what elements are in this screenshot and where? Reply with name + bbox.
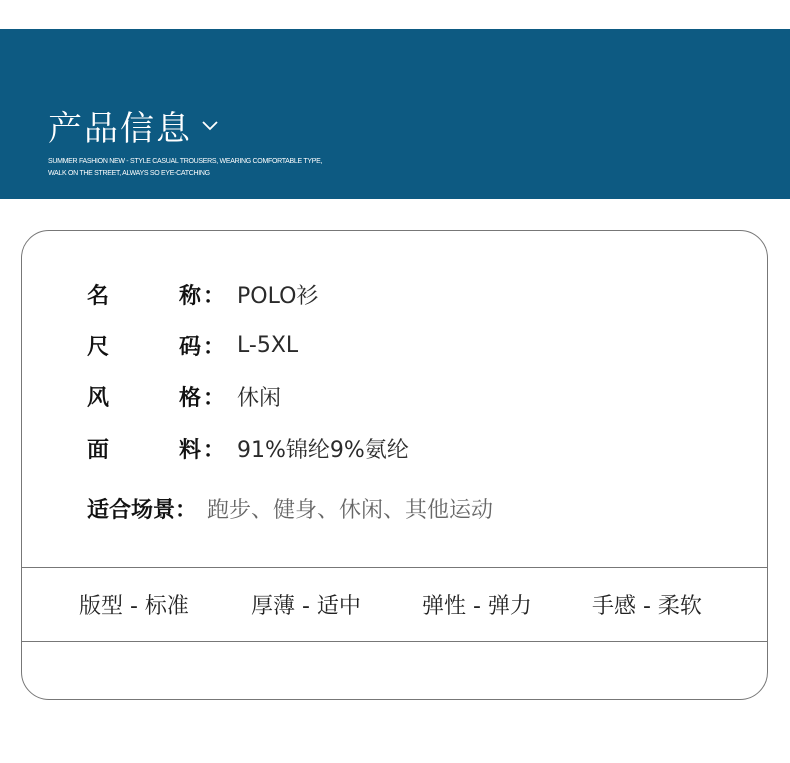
page-title: 产品信息 <box>48 109 192 149</box>
spec-value: 91%锦纶9%氨纶 <box>237 437 409 463</box>
spec-label <box>87 330 201 361</box>
spec-label-char: 码 <box>178 334 201 360</box>
attribute-thickness: 厚薄 - 适中 <box>251 594 361 619</box>
spec-label-char: 称 <box>178 283 201 309</box>
spec-colon: ： <box>203 283 226 309</box>
spec-colon: ： <box>203 334 226 360</box>
spec-value: L-5XL <box>237 332 299 358</box>
header-banner <box>0 29 790 199</box>
chevron-down-icon[interactable] <box>201 118 219 132</box>
attribute-feel: 手感 - 柔软 <box>592 594 702 619</box>
spec-value: POLO衫 <box>237 283 319 309</box>
spec-label-char: 尺 <box>87 334 110 360</box>
divider <box>22 567 767 568</box>
product-info-card <box>21 230 768 700</box>
subtitle-line-2: WALK ON THE STREET, ALWAYS SO EYE-CATCHING <box>48 170 210 177</box>
scene-value: 跑步、健身、休闲、其他运动 <box>207 497 494 523</box>
subtitle-line-1: SUMMER FASHION NEW - STYLE CASUAL TROUSERS, WEARING COMFORTABLE TYPE, <box>48 158 323 165</box>
spec-label-char: 料 <box>178 437 201 463</box>
spec-label <box>87 433 201 464</box>
spec-label-char: 名 <box>87 283 110 309</box>
divider <box>22 641 767 642</box>
attribute-bar <box>22 589 767 619</box>
spec-row-style <box>87 381 281 411</box>
spec-value: 休闲 <box>237 385 282 411</box>
spec-colon: ： <box>203 437 226 463</box>
spec-colon: ： <box>203 385 226 411</box>
scene-label: 适合场景： <box>87 497 198 523</box>
spec-row-fabric <box>87 433 409 463</box>
spec-label <box>87 381 201 412</box>
attribute-fit: 版型 - 标准 <box>79 594 189 619</box>
spec-label-char: 格 <box>178 385 201 411</box>
spec-row-size <box>87 330 298 360</box>
spec-row-name <box>87 279 318 309</box>
spec-label-char: 面 <box>87 437 110 463</box>
spec-label <box>87 279 201 310</box>
attribute-elasticity: 弹性 - 弹力 <box>422 594 532 619</box>
spec-label-char: 风 <box>87 385 110 411</box>
spec-row-scene <box>87 493 493 523</box>
header-subtitle <box>48 156 322 180</box>
